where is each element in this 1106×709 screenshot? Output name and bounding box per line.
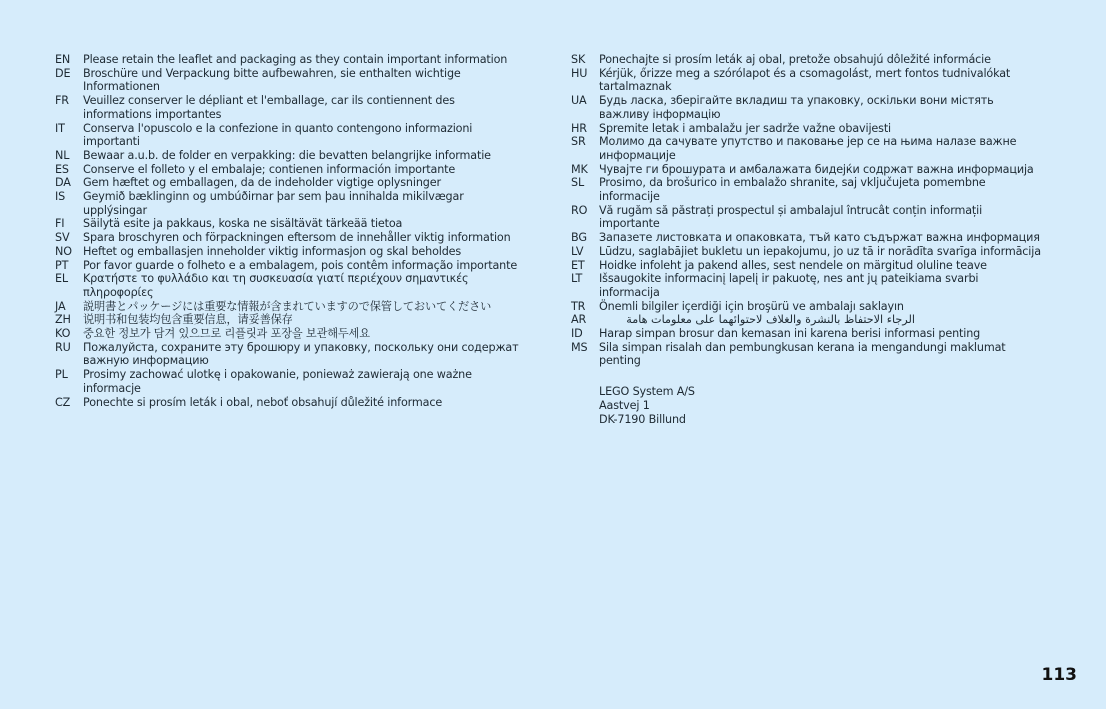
notice-lv xyxy=(571,245,1041,259)
language-code: MK xyxy=(571,162,588,176)
notice-text: Conserve el folleto y el embalaje; contienen información importante xyxy=(83,162,456,176)
notice-fi xyxy=(55,217,525,231)
notice-bg xyxy=(571,231,1041,245)
language-code: PT xyxy=(55,258,69,272)
language-code: SK xyxy=(571,53,586,66)
notice-text: 중요한 정보가 담겨 있으므로 리플릿과 포장을 보관해두세요 xyxy=(83,327,370,341)
language-code: EN xyxy=(55,53,71,66)
notice-text: Prosimo, da brošurico in embalažo shranite, saj vključujeta pomembne informacije xyxy=(599,176,986,204)
notice-ja xyxy=(55,300,525,314)
notice-text: Kérjük, őrizze meg a szórólapot és a csomagolást, mert fontos tudnivalókat tartalmaznak xyxy=(599,66,1011,94)
address-company: LEGO System A/S xyxy=(599,385,695,399)
left-language-column xyxy=(55,53,525,409)
notice-text: Conserva l'opuscolo e la confezione in quanto contengono informazioni importanti xyxy=(83,121,473,149)
notice-mk xyxy=(571,163,1041,177)
notice-text: Hoidke infoleht ja pakend alles, sest nendele on märgitud oluline teave xyxy=(599,258,987,272)
language-code: LT xyxy=(571,272,583,286)
language-code: HU xyxy=(571,66,588,80)
notice-zh xyxy=(55,313,525,327)
language-code: ZH xyxy=(55,313,71,327)
language-code: IS xyxy=(55,190,66,204)
notice-nl xyxy=(55,149,525,163)
notice-no xyxy=(55,245,525,259)
notice-text: 说明书和包装均包含重要信息，请妥善保存 xyxy=(83,313,293,327)
language-code: ID xyxy=(571,327,583,341)
notice-text: Gem hæftet og emballagen, da de indeholder vigtige oplysninger xyxy=(83,176,441,190)
language-code: DA xyxy=(55,176,71,190)
notice-text: Ponechte si prosím leták i obal, neboť obsahují důležité informace xyxy=(83,395,443,409)
notice-text: Ponechajte si prosím leták aj obal, pretože obsahujú dôležité informácie xyxy=(599,53,991,66)
notice-text: Sila simpan risalah dan pembungkusan kerana ia mengandungi maklumat penting xyxy=(599,340,1006,368)
notice-text: Κρατήστε το φυλλάδιο και τη συσκευασία γιατί περιέχουν σημαντικές πληροφορίες xyxy=(83,272,469,299)
notice-ru xyxy=(55,341,525,368)
language-code: SL xyxy=(571,176,585,190)
notice-text: Lūdzu, saglabājiet bukletu un iepakojumu, jo uz tā ir norādīta svarīga informācija xyxy=(599,244,1041,258)
notice-text: Veuillez conserver le dépliant et l'emballage, car ils contiennent des informations importantes xyxy=(83,94,455,121)
notice-sk xyxy=(571,53,1041,67)
language-code: RO xyxy=(571,203,588,217)
notice-ar xyxy=(571,313,1041,327)
notice-da xyxy=(55,176,525,190)
notice-ko xyxy=(55,327,525,341)
language-code: UA xyxy=(571,94,587,108)
notice-ms xyxy=(571,341,1041,368)
notice-text: Запазете листовката и опаковката, тъй като съдържат важна информация xyxy=(599,231,1040,245)
notice-text: Bewaar a.u.b. de folder en verpakking: die bevatten belangrijke informatie xyxy=(83,148,491,162)
language-code: ES xyxy=(55,162,69,176)
notice-text: Пожалуйста, сохраните эту брошюру и упаковку, поскольку они содержат важную информацию xyxy=(83,340,519,368)
language-code: SV xyxy=(55,231,70,245)
notice-text: Önemli bilgiler içerdiği için broşürü ve ambalajı saklayın xyxy=(599,299,904,313)
notice-sl xyxy=(571,176,1041,203)
notice-et xyxy=(571,259,1041,273)
notice-pl xyxy=(55,368,525,395)
page-number: 113 xyxy=(1041,665,1077,685)
notice-text: Молимо да сачувате упутство и паковање јер се на њима налазе важне информације xyxy=(599,135,1017,162)
company-address xyxy=(599,385,1041,426)
notice-text: Broschüre und Verpackung bitte aufbewahren, sie enthalten wichtige Informationen xyxy=(83,66,461,94)
language-code: FI xyxy=(55,217,65,231)
notice-hu xyxy=(571,67,1041,94)
language-code: SR xyxy=(571,135,586,149)
notice-text: 説明書とパッケージには重要な情報が含まれていますので保管しておいてください xyxy=(83,299,492,313)
notice-is xyxy=(55,190,525,217)
notice-sr xyxy=(571,135,1041,162)
language-code: TR xyxy=(571,299,586,313)
notice-it xyxy=(55,122,525,149)
notice-el xyxy=(55,272,525,299)
notice-es xyxy=(55,163,525,177)
language-code: NL xyxy=(55,148,70,162)
language-code: MS xyxy=(571,340,588,354)
notice-text: Spara broschyren och förpackningen eftersom de innehåller viktig information xyxy=(83,231,511,245)
notice-ua xyxy=(571,94,1041,121)
notice-text: Prosimy zachować ulotkę i opakowanie, ponieważ zawierają one ważne informacje xyxy=(83,368,472,395)
language-code: PL xyxy=(55,368,68,382)
language-code: EL xyxy=(55,272,69,286)
notice-pt xyxy=(55,259,525,273)
notice-id xyxy=(571,327,1041,341)
address-city: DK-7190 Billund xyxy=(599,412,686,426)
right-language-column xyxy=(571,53,1041,426)
language-code: DE xyxy=(55,66,71,80)
notice-text: Heftet og emballasjen inneholder viktig informasjon og skal beholdes xyxy=(83,244,462,258)
notice-text: الرجاء الاحتفاظ بالنشرة والغلاف لاحتوائهما على معلومات هامة xyxy=(626,313,915,327)
notice-text: Spremite letak i ambalažu jer sadrže važne obavijesti xyxy=(599,121,892,135)
language-code: RU xyxy=(55,340,71,354)
notice-cz xyxy=(55,396,525,410)
language-code: FR xyxy=(55,94,69,108)
notice-ro xyxy=(571,204,1041,231)
notice-text: Будь ласка, зберігайте вкладиш та упаковку, оскільки вони містять важливу інформацію xyxy=(599,94,994,121)
notice-sv xyxy=(55,231,525,245)
notice-text: Vă rugăm să păstrați prospectul și ambalajul întrucât conțin informații importante xyxy=(599,203,983,231)
notice-de xyxy=(55,67,525,94)
language-code: HR xyxy=(571,121,587,135)
notice-text: Išsaugokite informacinį lapelį ir pakuotę, nes ant jų pateikiama svarbi informacija xyxy=(599,272,979,299)
notice-text: Please retain the leaflet and packaging as they contain important information xyxy=(83,53,508,66)
language-code: AR xyxy=(571,313,587,327)
language-code: JA xyxy=(55,299,66,313)
notice-text: Por favor guarde o folheto e a embalagem, pois contêm informação importante xyxy=(83,258,518,272)
notice-text: Säilytä esite ja pakkaus, koska ne sisältävät tärkeää tietoa xyxy=(83,217,403,231)
language-code: IT xyxy=(55,121,65,135)
notice-text: Чувајте ги брошурата и амбалажата бидејќи содржат важна информација xyxy=(599,162,1034,176)
notice-fr xyxy=(55,94,525,121)
notice-en xyxy=(55,53,525,67)
notice-lt xyxy=(571,272,1041,299)
language-code: LV xyxy=(571,244,584,258)
language-code: ET xyxy=(571,258,585,272)
language-code: NO xyxy=(55,244,72,258)
language-code: CZ xyxy=(55,395,71,409)
notice-text: Geymið bæklinginn og umbúðirnar þar sem þau innihalda mikilvægar upplýsingar xyxy=(83,190,464,217)
notice-text: Harap simpan brosur dan kemasan ini karena berisi informasi penting xyxy=(599,327,981,341)
notice-tr xyxy=(571,300,1041,314)
address-street: Aastvej 1 xyxy=(599,398,650,412)
language-code: KO xyxy=(55,327,71,341)
notice-hr xyxy=(571,122,1041,136)
language-code: BG xyxy=(571,231,587,245)
